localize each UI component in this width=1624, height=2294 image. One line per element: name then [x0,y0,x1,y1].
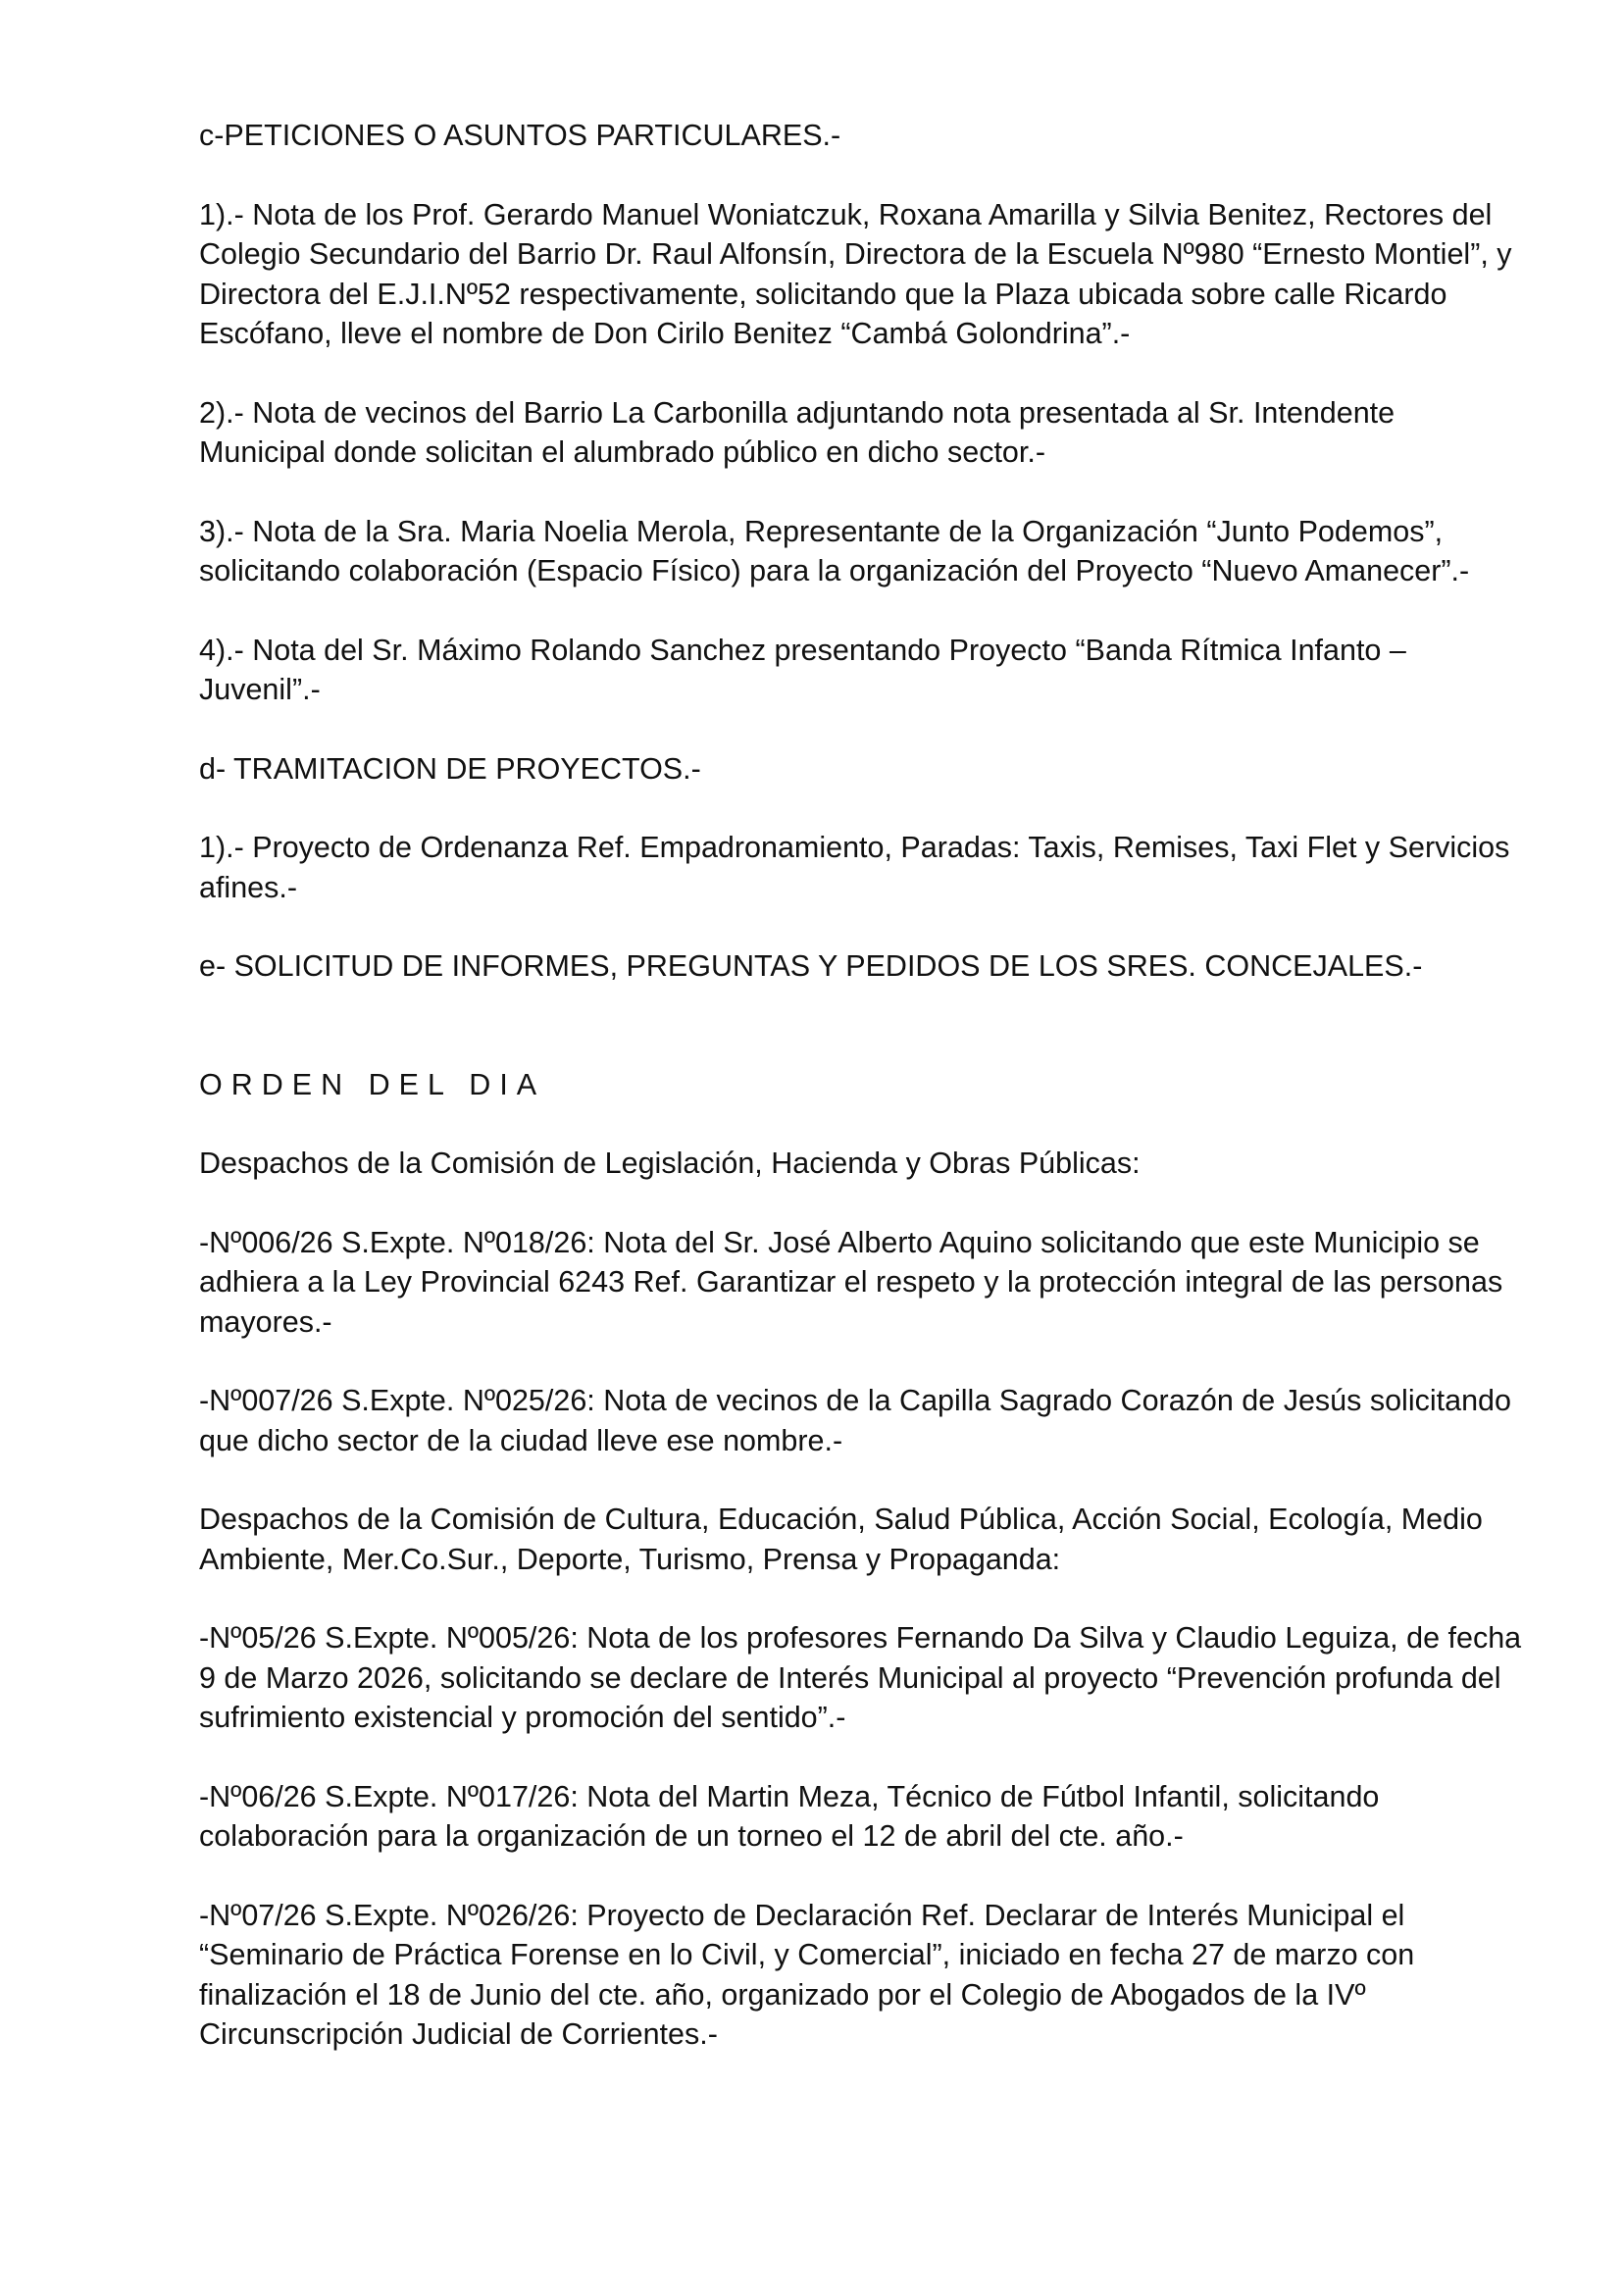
peticion-item: 4).- Nota del Sr. Máximo Rolando Sanchez presentando Proyecto “Banda Rítmica Infanto – Juvenil”.- [199,633,1406,706]
peticion-item: 1).- Nota de los Prof. Gerardo Manuel Woniatczuk, Roxana Amarilla y Silvia Benitez, Rectores del Colegio Secundario del Barrio Dr. Raul Alfonsín, Directora de la Escuela Nº980 “Ernesto Montiel”, y Directora del E.J.I.Nº52 respectivamente, solicitando que la Plaza ubicada sobre calle Ricardo Escófano, lleve el nombre de Don Cirilo Benitez “Cambá Golondrina”.- [199,197,1512,350]
legislacion-item: -Nº007/26 S.Expte. Nº025/26: Nota de vecinos de la Capilla Sagrado Corazón de Jesús solicitando que dicho sector de la ciudad lleve ese nombre.- [199,1384,1511,1457]
section-heading-proyectos: d- TRAMITACION DE PROYECTOS.- [199,751,701,786]
cultura-item: -Nº07/26 S.Expte. Nº026/26: Proyecto de Declaración Ref. Declarar de Interés Municipal el “Seminario de Práctica Forense en lo Civil, y Comercial”, iniciado en fecha 27 de marzo con finalización el 18 de Junio del cte. año, organizado por el Colegio de Abogados de la IVº Circunscripción Judicial de Corrientes.- [199,1898,1415,2051]
peticion-item: 2).- Nota de vecinos del Barrio La Carbonilla adjuntando nota presentada al Sr. Intendente Municipal donde solicitan el alumbrado público en dicho sector.- [199,395,1396,469]
section-heading-informes: e- SOLICITUD DE INFORMES, PREGUNTAS Y PEDIDOS DE LOS SRES. CONCEJALES.- [199,949,1423,983]
peticion-item: 3).- Nota de la Sra. Maria Noelia Merola, Representante de la Organización “Junto Podemos”, solicitando colaboración (Espacio Físico) para la organización del Proyecto “Nuevo Amanecer”.- [199,514,1470,587]
legislacion-item: -Nº006/26 S.Expte. Nº018/26: Nota del Sr. José Alberto Aquino solicitando que este Municipio se adhiera a la Ley Provincial 6243 Ref. Garantizar el respeto y la protección integral de las personas mayores.- [199,1225,1503,1339]
orden-del-dia-heading: ORDEN DEL DIA [199,1067,546,1101]
proyecto-item: 1).- Proyecto de Ordenanza Ref. Empadronamiento, Paradas: Taxis, Remises, Taxi Flet y Servicios afines.- [199,831,1510,904]
cultura-item: -Nº06/26 S.Expte. Nº017/26: Nota del Martin Meza, Técnico de Fútbol Infantil, solicitando colaboración para la organización de un torneo el 12 de abril del cte. año.- [199,1779,1380,1853]
cultura-item: -Nº05/26 S.Expte. Nº005/26: Nota de los profesores Fernando Da Silva y Claudio Leguiza, de fecha 9 de Marzo 2026, solicitando se declare de Interés Municipal al proyecto “Prevención profunda del sufrimiento existencial y promoción del sentido”.- [199,1621,1522,1734]
section-heading-peticiones: c-PETICIONES O ASUNTOS PARTICULARES.- [199,119,841,152]
document-body [199,116,1523,2094]
legislacion-intro: Despachos de la Comisión de Legislación, Hacienda y Obras Públicas: [199,1147,1141,1180]
cultura-intro: Despachos de la Comisión de Cultura, Educación, Salud Pública, Acción Social, Ecología, Medio Ambiente, Mer.Co.Sur., Deporte, Turismo, Prensa y Propaganda: [199,1503,1483,1576]
